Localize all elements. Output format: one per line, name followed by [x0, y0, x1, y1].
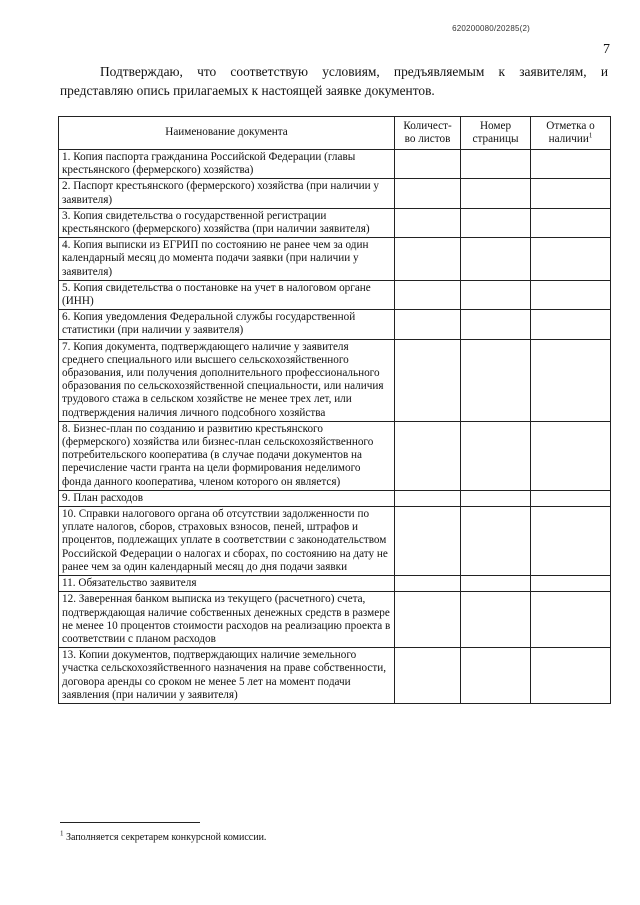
document-id: 620200080/20285(2)	[452, 24, 530, 33]
presence-mark-cell[interactable]	[531, 507, 611, 576]
presence-mark-cell[interactable]	[531, 238, 611, 281]
column-header-mark-label: Отметка о наличии	[546, 119, 595, 145]
table-row	[59, 592, 611, 648]
document-name-cell: 12. Заверенная банком выписка из текущего (расчетного) счета, подтверждающая наличие собственных денежных средств в размере не менее 10 процентов стоимости расходов на реализацию проекта в соответствии с планом расходов	[59, 592, 395, 648]
document-name-cell: 8. Бизнес-план по созданию и развитию крестьянского (фермерского) хозяйства или бизнес-план сельскохозяйственного потребительского кооператива (в случае подачи документов на перечисление части гранта на цели формирования неделимого фонда данного кооператива, членом которого он является)	[59, 421, 395, 490]
page-number-cell[interactable]	[461, 208, 531, 237]
sheet-count-cell[interactable]	[395, 576, 461, 592]
document-name-cell: 3. Копия свидетельства о государственной регистрации крестьянского (фермерского) хозяйства (при наличии заявителя)	[59, 208, 395, 237]
documents-table	[58, 116, 611, 704]
table-row	[59, 179, 611, 208]
footnote-marker: 1	[60, 829, 64, 838]
footnote-divider	[60, 822, 200, 823]
column-header-page: Номер страницы	[461, 117, 531, 150]
sheet-count-cell[interactable]	[395, 648, 461, 704]
document-name-cell: 10. Справки налогового органа об отсутствии задолженности по уплате налогов, сборов, страховых взносов, пеней, штрафов и процентов, подлежащих уплате в соответствии с законодательством Российской Федерации о налогах и сборах, по состоянию на дату не ранее чем за один календарный месяц до дня подачи заявки	[59, 507, 395, 576]
table-row	[59, 421, 611, 490]
page-number-cell[interactable]	[461, 576, 531, 592]
document-name-cell: 9. План расходов	[59, 490, 395, 506]
table-row	[59, 576, 611, 592]
column-header-count: Количест-во листов	[395, 117, 461, 150]
table-row	[59, 280, 611, 309]
sheet-count-cell[interactable]	[395, 310, 461, 339]
sheet-count-cell[interactable]	[395, 280, 461, 309]
footnote-text: Заполняется секретарем конкурсной комиссии.	[66, 832, 267, 843]
column-header-mark	[531, 117, 611, 150]
table-body	[59, 150, 611, 704]
column-header-name: Наименование документа	[59, 117, 395, 150]
document-name-cell: 4. Копия выписки из ЕГРИП по состоянию не ранее чем за один календарный месяц до момента подачи заявки (при наличии у заявителя)	[59, 238, 395, 281]
page-number-cell[interactable]	[461, 179, 531, 208]
page-number-cell[interactable]	[461, 648, 531, 704]
table-row	[59, 648, 611, 704]
sheet-count-cell[interactable]	[395, 592, 461, 648]
document-name-cell: 2. Паспорт крестьянского (фермерского) хозяйства (при наличии у заявителя)	[59, 179, 395, 208]
presence-mark-cell[interactable]	[531, 648, 611, 704]
presence-mark-cell[interactable]	[531, 150, 611, 179]
sheet-count-cell[interactable]	[395, 150, 461, 179]
sheet-count-cell[interactable]	[395, 507, 461, 576]
table-row	[59, 150, 611, 179]
page-number-cell[interactable]	[461, 150, 531, 179]
page-number-cell[interactable]	[461, 238, 531, 281]
page-number-cell[interactable]	[461, 592, 531, 648]
presence-mark-cell[interactable]	[531, 576, 611, 592]
sheet-count-cell[interactable]	[395, 421, 461, 490]
page-number-cell[interactable]	[461, 339, 531, 421]
presence-mark-cell[interactable]	[531, 208, 611, 237]
page-number-cell[interactable]	[461, 490, 531, 506]
page-number-cell[interactable]	[461, 507, 531, 576]
document-name-cell: 1. Копия паспорта гражданина Российской Федерации (главы крестьянского (фермерского) хозяйства)	[59, 150, 395, 179]
table-row	[59, 507, 611, 576]
document-name-cell: 5. Копия свидетельства о постановке на учет в налоговом органе (ИНН)	[59, 280, 395, 309]
table-header-row	[59, 117, 611, 150]
page-number: 7	[603, 42, 610, 57]
document-name-cell: 7. Копия документа, подтверждающего наличие у заявителя среднего специального или высшего сельскохозяйственного образования, или получения дополнительного профессионального образования по сельскохозяйственной специальности, или наличия трудового стажа в сельском хозяйстве не менее трех лет, или подтверждения наличия личного подсобного хозяйства	[59, 339, 395, 421]
presence-mark-cell[interactable]	[531, 339, 611, 421]
table-row	[59, 339, 611, 421]
table-row	[59, 310, 611, 339]
page-number-cell[interactable]	[461, 280, 531, 309]
sheet-count-cell[interactable]	[395, 208, 461, 237]
presence-mark-cell[interactable]	[531, 179, 611, 208]
sheet-count-cell[interactable]	[395, 238, 461, 281]
presence-mark-cell[interactable]	[531, 490, 611, 506]
presence-mark-cell[interactable]	[531, 421, 611, 490]
presence-mark-cell[interactable]	[531, 280, 611, 309]
footnote-ref: 1	[588, 131, 593, 140]
sheet-count-cell[interactable]	[395, 179, 461, 208]
presence-mark-cell[interactable]	[531, 592, 611, 648]
intro-paragraph: Подтверждаю, что соответствую условиям, предъявляемым к заявителям, и представляю опись прилагаемых к настоящей заявке документов.	[60, 64, 608, 98]
page-number-cell[interactable]	[461, 310, 531, 339]
sheet-count-cell[interactable]	[395, 490, 461, 506]
table-row	[59, 238, 611, 281]
footnote	[60, 829, 267, 843]
document-name-cell: 11. Обязательство заявителя	[59, 576, 395, 592]
page-number-cell[interactable]	[461, 421, 531, 490]
document-name-cell: 13. Копии документов, подтверждающих наличие земельного участка сельскохозяйственного назначения на праве собственности, договора аренды со сроком не менее 5 лет на момент подачи заявления (при наличии у заявителя)	[59, 648, 395, 704]
presence-mark-cell[interactable]	[531, 310, 611, 339]
document-name-cell: 6. Копия уведомления Федеральной службы государственной статистики (при наличии у заявителя)	[59, 310, 395, 339]
table-row	[59, 208, 611, 237]
table-row	[59, 490, 611, 506]
sheet-count-cell[interactable]	[395, 339, 461, 421]
